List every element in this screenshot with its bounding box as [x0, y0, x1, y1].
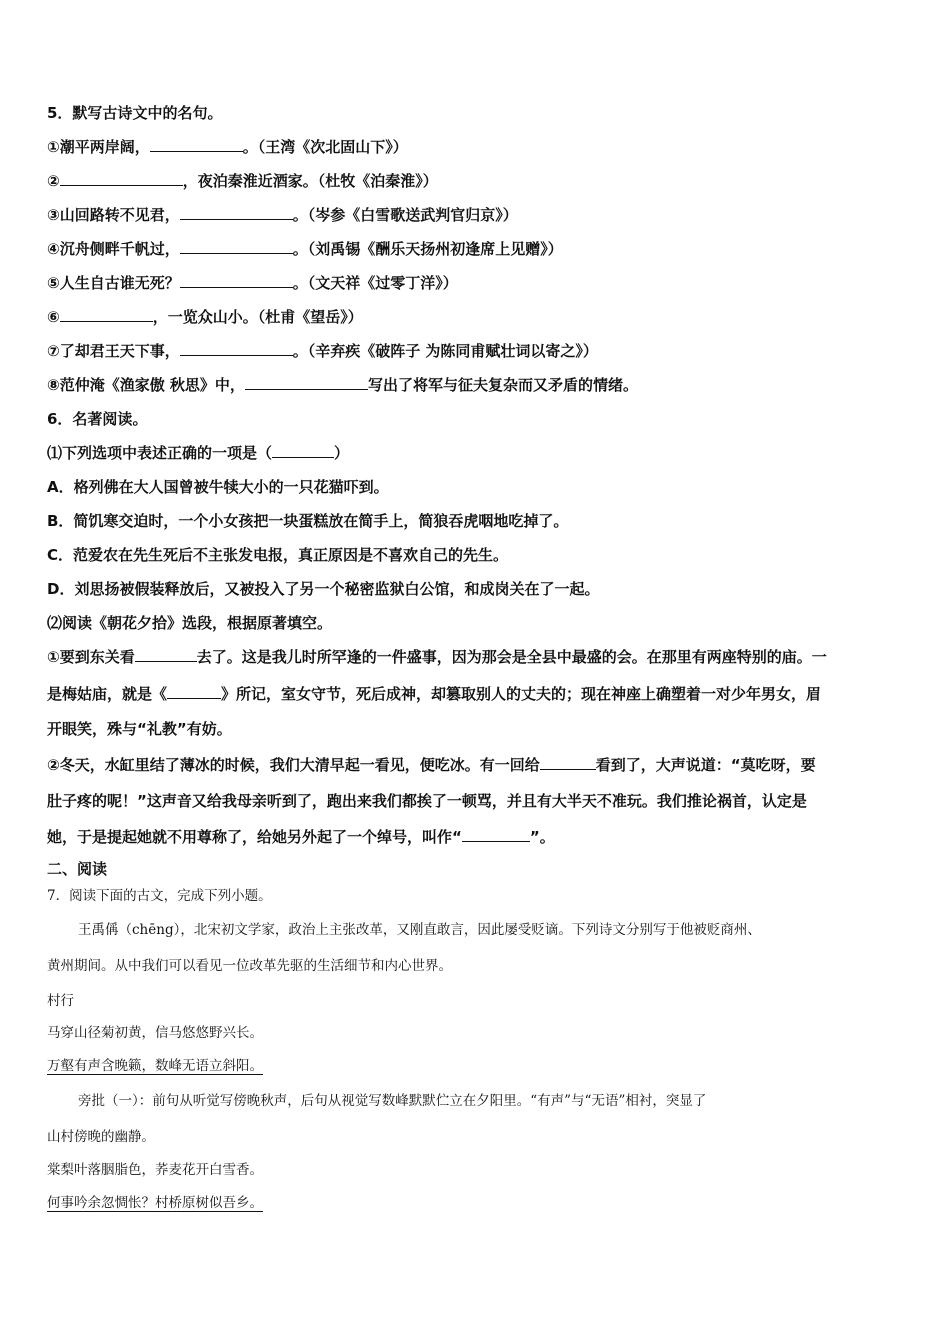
answer-blank[interactable]	[60, 307, 153, 322]
q6-sub-2: ⑵阅读《朝花夕拾》选段，根据原著填空。	[47, 614, 333, 632]
passage-1-line-3: 开眼笑，殊与“礼教”有妨。	[47, 720, 232, 738]
poem-title: 村行	[47, 993, 74, 1009]
question-5-title: 5．默写古诗文中的名句。	[47, 104, 223, 122]
q5-item-8: ⑧范仲淹《渔家傲 秋思》中， 写出了将军与征夫复杂而又矛盾的情绪。	[47, 376, 638, 394]
poem-line-3: 棠梨叶落胭脂色，荞麦花开白雪香。	[47, 1162, 263, 1178]
passage-2-line-3: 她，于是提起她就不用尊称了，给她另外起了一个绰号，叫作“ ”。	[47, 828, 555, 846]
option-c: C．范爱农在先生死后不主张发电报，真正原因是不喜欢自己的先生。	[47, 546, 509, 564]
answer-blank[interactable]	[180, 205, 293, 220]
answer-blank[interactable]	[540, 755, 596, 770]
answer-blank[interactable]	[135, 647, 197, 662]
answer-blank[interactable]	[60, 171, 183, 186]
answer-blank[interactable]	[180, 239, 293, 254]
intro-line-1: 王禹偁（chēng），北宋初文学家，政治上主张改革，又刚直敢言，因此屡受贬谪。下列诗文分别写于他被贬商州、	[78, 922, 761, 938]
question-7-title: 7．阅读下面的古文，完成下列小题。	[47, 888, 272, 904]
option-b: B．简饥寒交迫时，一个小女孩把一块蛋糕放在简手上，简狼吞虎咽地吃掉了。	[47, 512, 569, 530]
margin-note-line-2: 山村傍晚的幽静。	[47, 1129, 155, 1145]
answer-blank[interactable]	[180, 341, 293, 356]
passage-2-line-2: 肚子疼的呢！”这声音又给我母亲听到了，跑出来我们都挨了一顿骂，并且有大半天不准玩。我们推论祸首，认定是	[47, 792, 807, 810]
poem-line-2: 万壑有声含晚籁，数峰无语立斜阳。	[47, 1058, 263, 1074]
option-a: A．格列佛在大人国曾被牛犊大小的一只花猫吓到。	[47, 478, 389, 496]
question-6-title: 6．名著阅读。	[47, 410, 148, 428]
answer-blank[interactable]	[180, 273, 293, 288]
intro-line-2: 黄州期间。从中我们可以看见一位改革先驱的生活细节和内心世界。	[47, 958, 452, 974]
passage-1-line-2: 是梅姑庙，就是《 》所记，室女守节，死后成神，却篡取别人的丈夫的；现在神座上确塑着一对少年男女，眉	[47, 685, 822, 703]
q5-item-3: ③山回路转不见君， 。（岑参《白雪歌送武判官归京》）	[47, 206, 518, 224]
answer-blank[interactable]	[167, 684, 221, 699]
q5-item-5: ⑤人生自古谁无死？ 。（文天祥《过零丁洋》）	[47, 274, 458, 292]
section-2-heading: 二、阅读	[47, 860, 108, 878]
answer-blank[interactable]	[462, 827, 530, 842]
q6-sub-1: ⑴下列选项中表述正确的一项是（ ）	[47, 444, 350, 462]
answer-blank[interactable]	[245, 375, 368, 390]
q5-item-4: ④沉舟侧畔千帆过， 。（刘禹锡《酬乐天扬州初逢席上见赠》）	[47, 240, 563, 258]
passage-1-line-1: ①要到东关看 去了。这是我儿时所罕逢的一件盛事，因为那会是全县中最盛的会。在那里有两座特别的庙。一	[47, 648, 827, 666]
answer-blank[interactable]	[272, 443, 334, 458]
margin-note-line-1: 旁批（一）：前句从听觉写傍晚秋声，后句从视觉写数峰默默伫立在夕阳里。“有声”与“无语”相衬，突显了	[78, 1093, 707, 1109]
q5-item-6: ⑥ ，一览众山小。（杜甫《望岳》）	[47, 308, 363, 326]
option-d: D．刘思扬被假装释放后，又被投入了另一个秘密监狱白公馆，和成岗关在了一起。	[47, 580, 600, 598]
passage-2-line-1: ②冬天，水缸里结了薄冰的时候，我们大清早起一看见，便吃冰。有一回给 看到了，大声说道：“莫吃呀，要	[47, 756, 816, 774]
poem-line-1: 马穿山径菊初黄，信马悠悠野兴长。	[47, 1025, 263, 1041]
answer-blank[interactable]	[150, 137, 243, 152]
q5-item-1: ①潮平两岸阔， 。（王湾《次北固山下》）	[47, 138, 408, 156]
q5-item-7: ⑦了却君王天下事， 。（辛弃疾《破阵子 为陈同甫赋壮词以寄之》）	[47, 342, 598, 360]
q5-item-2: ② ，夜泊秦淮近酒家。（杜牧《泊秦淮》）	[47, 172, 438, 190]
poem-line-4: 何事吟余忽惆怅？村桥原树似吾乡。	[47, 1195, 263, 1211]
